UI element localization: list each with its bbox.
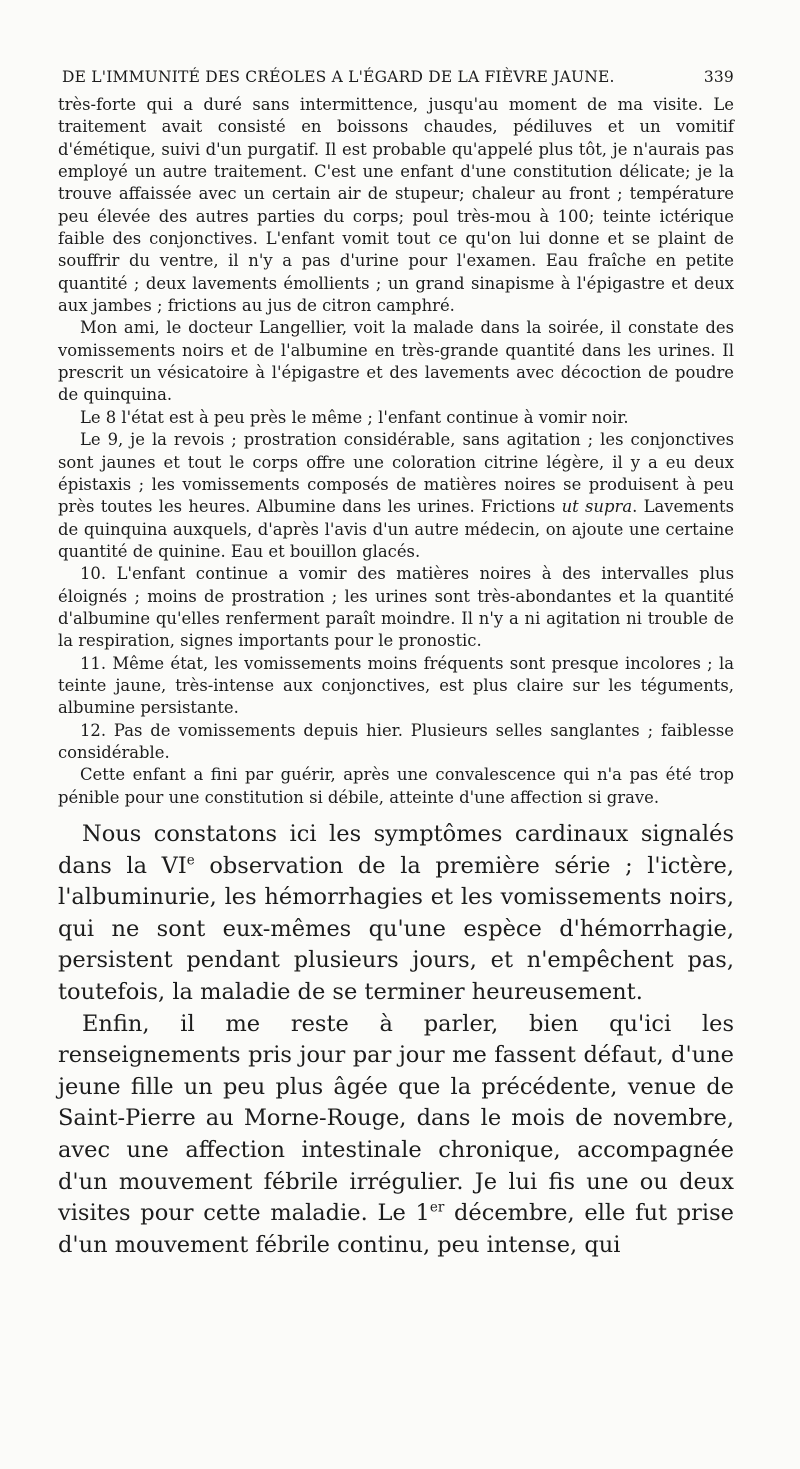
italic-text: ut supra (561, 497, 633, 517)
page-number: 339 (703, 68, 734, 86)
paragraph (58, 819, 734, 1009)
paragraph (58, 1009, 734, 1262)
main-text (58, 819, 734, 1261)
paragraph (58, 429, 734, 563)
paragraph-text: décembre, elle fut prise d'un mouvement fébrile continu, peu intense, qui (58, 1200, 734, 1258)
paragraph-text: observation de la première série ; l'ictère, l'albuminurie, les hémorrhagies et les vomissements noirs, qui ne sont eux-mêmes qu'une espèce d'hémorrhagie, persistent pendant plusieurs jours, et n'empêchent pas, toutefois, la maladie de se terminer heureusement. (58, 852, 734, 1005)
superscript: e (186, 852, 195, 869)
superscript: er (429, 1199, 445, 1216)
paragraph-text: Nous constatons ici les symptômes cardinaux signalés dans la VI (58, 821, 734, 879)
running-title: DE L'IMMUNITÉ DES CRÉOLES A L'ÉGARD DE LA FIÈVRE JAUNE. (62, 68, 615, 86)
paragraph-text: . Lavements de quinquina auxquels, d'après l'avis d'un autre médecin, on ajoute une certaine quantité de quinine. Eau et bouillon glacés. (58, 497, 735, 561)
paragraph: Cette enfant a fini par guérir, après une convalescence qui n'a pas été trop pénible pour une constitution si débile, atteinte d'une affection si grave. (58, 765, 734, 807)
page-header (58, 68, 734, 86)
paragraph-text: Enfin, il me reste à parler, bien qu'ici les renseignements pris jour par jour me fassent défaut, d'une jeune fille un peu plus âgée que la précédente, venue de Saint-Pierre au Morne-Rouge, dans le mois de novembre, avec une affection intestinale chronique, accompagnée d'un mouvement fébrile irrégulier. Je lui fis une ou deux visites pour cette maladie. Le 1 (58, 1010, 734, 1227)
case-notes (58, 94, 734, 809)
paragraph-text: Le 9, je la revois ; prostration considérable, sans agitation ; les conjonctives sont jaunes et tout le corps offre une coloration citrine légère, il y a eu deux épistaxis ; les vomissements composés de matières noires se produisent à peu près toutes les heures. Albumine dans les urines. Frictions (58, 430, 734, 517)
paragraph: Le 8 l'état est à peu près le même ; l'enfant continue à vomir noir. (80, 407, 629, 427)
paragraph: 11. Même état, les vomissements moins fréquents sont presque incolores ; la teinte jaune, très-intense aux conjonctives, est plus claire sur les téguments, albumine persistante. (58, 653, 734, 718)
paragraph: Mon ami, le docteur Langellier, voit la malade dans la soirée, il constate des vomissements noirs et de l'albumine en très-grande quantité dans les urines. Il prescrit un vésicatoire à l'épigastre et des lavements avec décoction de poudre de quinquina. (58, 318, 734, 405)
paragraph: 12. Pas de vomissements depuis hier. Plusieurs selles sanglantes ; faiblesse considérable. (58, 720, 734, 762)
paragraph: très-forte qui a duré sans intermittence, jusqu'au moment de ma visite. Le traitement avait consisté en boissons chaudes, pédiluves et un vomitif d'émétique, suivi d'un purgatif. Il est probable qu'appelé plus tôt, je n'aurais pas employé un autre traitement. C'est une enfant d'une constitution délicate; je la trouve affaissée avec un certain air de stupeur; chaleur au front ; température peu élevée des autres parties du corps; poul très-mou à 100; teinte ictérique faible des conjonctives. L'enfant vomit tout ce qu'on lui donne et se plaint de souffrir du ventre, il n'y a pas d'urine pour l'examen. Eau fraîche en petite quantité ; deux lavements émollients ; un grand sinapisme à l'épigastre et deux aux jambes ; frictions au jus de citron camphré. (58, 95, 734, 316)
paragraph: 10. L'enfant continue a vomir des matières noires à des intervalles plus éloignés ; moins de prostration ; les urines sont très-abondantes et la quantité d'albumine qu'elles renferment paraît moindre. Il n'y a ni agitation ni trouble de la respiration, signes importants pour le pronostic. (58, 564, 734, 651)
